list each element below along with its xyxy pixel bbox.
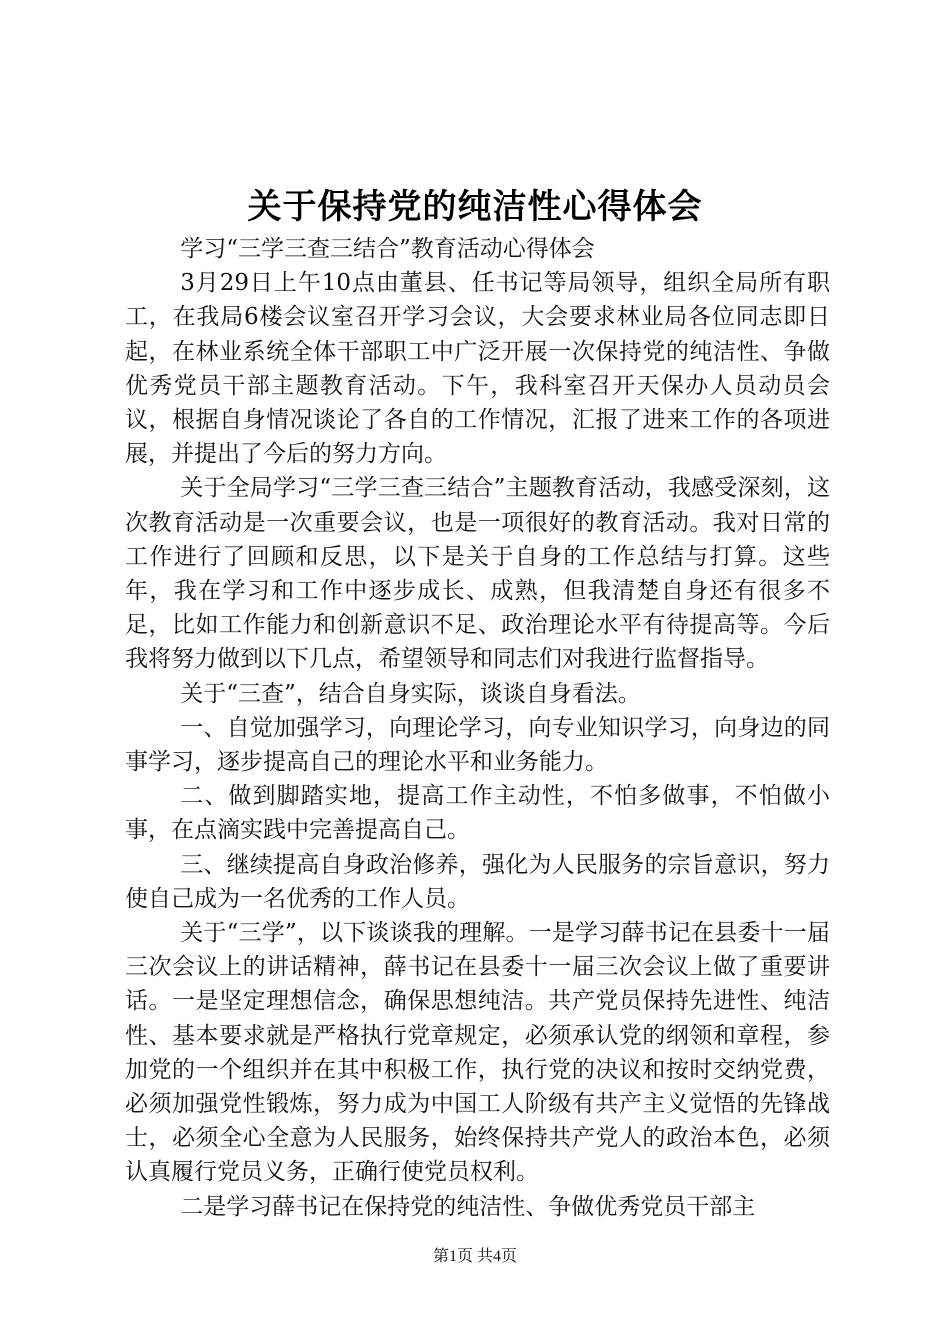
page-total: 共4页 bbox=[477, 1248, 518, 1265]
document-title: 关于保持党的纯洁性心得体会 bbox=[247, 187, 703, 227]
subtitle-paragraph: 学习“三学三查三结合”教育活动心得体会 bbox=[180, 236, 595, 262]
body-paragraph: 关于“三学”，以下谈谈我的理解。一是学习薛书记在县委十一届三次会议上的讲话精神，薛书记在县委十一届三次会议上做了重要讲话。一是坚定理想信念，确保思想纯洁。共产党员保持先进性、纯洁性、基本要求就是严格执行党章规定，必须承认党的纲领和章程，参加党的一个组织并在其中积极工作，执行党的决议和按时交纳党费，必须加强党性锻炼，努力成为中国工人阶级有共产主义觉悟的先锋战士，必须全心全意为人民服务，始终保持共产党人的政治本色，必须认真履行党员义务，正确行使党员权利。 bbox=[125, 920, 830, 1186]
body-paragraph: 关于全局学习“三学三查三结合”主题教育活动，我感受深刻，这次教育活动是一次重要会议，也是一项很好的教育活动。我对日常的工作进行了回顾和反思，以下是关于自身的工作总结与打算。这些年，我在学习和工作中逐步成长、成熟，但我清楚自身还有很多不足，比如工作能力和创新意识不足、政治理论水平有待提高等。今后我将努力做到以下几点，希望领导和同志们对我进行监督指导。 bbox=[125, 475, 830, 673]
body-paragraph: 二、做到脚踏实地，提高工作主动性，不怕多做事，不怕做小事，在点滴实践中完善提高自己。 bbox=[125, 783, 830, 844]
body-paragraph: 3月29日上午10点由董县、任书记等局领导，组织全局所有职工，在我局6楼会议室召开学习会议，大会要求林业局各位同志即日起，在林业系统全体干部职工中广泛开展一次保持党的纯洁性、争做优秀党员干部主题教育活动。下午，我科室召开天保办人员动员会议，根据自身情况谈论了各自的工作情况，汇报了进来工作的各项进展，并提出了今后的努力方向。 bbox=[125, 270, 830, 468]
body-paragraph: 关于“三查”，结合自身实际，谈谈自身看法。 bbox=[180, 680, 641, 707]
page-number: 第1页 bbox=[432, 1248, 473, 1265]
document-body bbox=[125, 232, 830, 1224]
body-paragraph: 一、自觉加强学习，向理论学习，向专业知识学习，向身边的同事学习，逐步提高自己的理论水平和业务能力。 bbox=[125, 714, 830, 776]
body-paragraph: 二是学习薛书记在保持党的纯洁性、争做优秀党员干部主 bbox=[180, 1193, 756, 1220]
page-footer bbox=[0, 1246, 950, 1268]
body-paragraph: 三、继续提高自身政治修养，强化为人民服务的宗旨意识，努力使自己成为一名优秀的工作人员。 bbox=[125, 851, 830, 912]
